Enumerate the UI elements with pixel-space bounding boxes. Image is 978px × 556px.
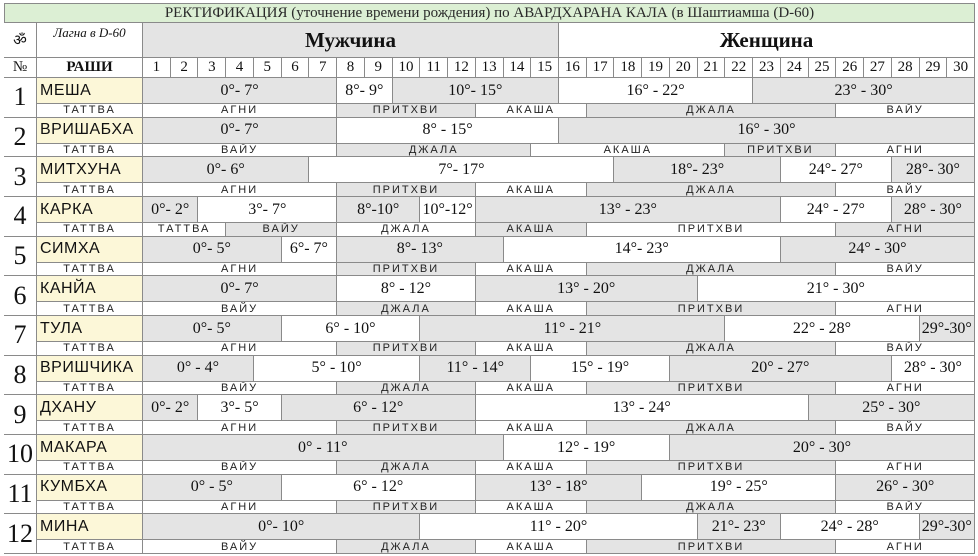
- tattva-label: ТАТТВА: [37, 461, 143, 475]
- tattva-cell: ПРИТХВИ: [337, 104, 476, 118]
- degree-range: 23° - 30°: [753, 78, 975, 104]
- tattva-label: ТАТТВА: [37, 183, 143, 197]
- tattva-cell: АКАША: [476, 461, 587, 475]
- tattva-cell: ВАЙУ: [143, 144, 337, 158]
- tattva-cell: ПРИТХВИ: [587, 302, 837, 316]
- tattva-cell: ТАТТВА: [143, 223, 226, 237]
- tattva-cell: ВАЙУ: [836, 342, 975, 356]
- row-number: 3: [4, 157, 37, 197]
- row-number: 8: [4, 356, 37, 396]
- rashi-name: ДХАНУ: [37, 395, 143, 421]
- degree-range: 29°-30°: [920, 316, 975, 342]
- tattva-cell: АГНИ: [143, 183, 337, 197]
- degree-range: 10°- 15°: [393, 78, 559, 104]
- degree-range: 3°- 5°: [198, 395, 281, 421]
- tattva-cell: АКАША: [476, 223, 587, 237]
- column-number: 10: [393, 58, 421, 78]
- tattva-cell: АКАША: [476, 501, 587, 515]
- tattva-cell: ВАЙУ: [836, 104, 975, 118]
- degree-range: 6° - 10°: [282, 316, 421, 342]
- tattva-cell: АКАША: [476, 382, 587, 396]
- row-number: 6: [4, 276, 37, 316]
- tattva-cell: ДЖАЛА: [337, 144, 531, 158]
- tattva-cell: АГНИ: [836, 540, 975, 554]
- tattva-cell: ПРИТХВИ: [587, 382, 837, 396]
- degree-range: 11° - 20°: [420, 514, 697, 540]
- degree-range: 16° - 22°: [559, 78, 753, 104]
- degree-range: 6° - 12°: [282, 395, 476, 421]
- tattva-cell: ВАЙУ: [836, 183, 975, 197]
- column-number: 17: [587, 58, 615, 78]
- degree-range: 13° - 20°: [476, 276, 698, 302]
- tattva-cell: ВАЙУ: [226, 223, 337, 237]
- tattva-cell: АГНИ: [836, 302, 975, 316]
- column-number: 25: [809, 58, 837, 78]
- rashi-name: ТУЛА: [37, 316, 143, 342]
- column-number: 2: [171, 58, 199, 78]
- table-title: РЕКТИФИКАЦИЯ (уточнение времени рождения) по АВАРДХАРАНА КАЛА (в Шаштиамша (D-60): [4, 3, 975, 23]
- om-symbol: ॐ: [4, 23, 37, 58]
- column-number: 15: [531, 58, 559, 78]
- degree-range: 8°- 13°: [337, 237, 503, 263]
- rashi-name: КАРКА: [37, 197, 143, 223]
- degree-range: 14°- 23°: [504, 237, 781, 263]
- degree-range: 22° - 28°: [725, 316, 919, 342]
- row-number: 1: [4, 78, 37, 118]
- column-number: 22: [725, 58, 753, 78]
- tattva-cell: ДЖАЛА: [337, 302, 476, 316]
- rashi-label: РАШИ: [37, 58, 143, 78]
- degree-range: 0° - 11°: [143, 435, 504, 461]
- row-number: 4: [4, 197, 37, 237]
- column-number: 11: [420, 58, 448, 78]
- degree-range: 0°- 6°: [143, 157, 309, 183]
- column-number: 16: [559, 58, 587, 78]
- rashi-name: МИНА: [37, 514, 143, 540]
- degree-range: 0°- 7°: [143, 276, 337, 302]
- degree-range: 12° - 19°: [504, 435, 670, 461]
- degree-range: 7°- 17°: [309, 157, 614, 183]
- column-number: 24: [781, 58, 809, 78]
- degree-range: 8°- 9°: [337, 78, 392, 104]
- tattva-cell: АКАША: [476, 302, 587, 316]
- tattva-cell: ДЖАЛА: [587, 104, 837, 118]
- row-number: 7: [4, 316, 37, 356]
- tattva-cell: ВАЙУ: [143, 302, 337, 316]
- column-number: 30: [947, 58, 975, 78]
- degree-range: 11° - 21°: [420, 316, 725, 342]
- tattva-cell: ВАЙУ: [143, 540, 337, 554]
- tattva-cell: ПРИТХВИ: [337, 183, 476, 197]
- tattva-cell: АГНИ: [143, 421, 337, 435]
- degree-range: 3°- 7°: [198, 197, 337, 223]
- tattva-cell: ПРИТХВИ: [587, 461, 837, 475]
- tattva-cell: ДЖАЛА: [337, 461, 476, 475]
- degree-range: 0° - 4°: [143, 356, 254, 382]
- degree-range: 8°-10°: [337, 197, 420, 223]
- number-label: №: [4, 58, 37, 78]
- rashi-name: ВРИШЧИКА: [37, 356, 143, 382]
- tattva-cell: ДЖАЛА: [337, 540, 476, 554]
- degree-range: 8° - 15°: [337, 118, 559, 144]
- degree-range: 6°- 7°: [282, 237, 337, 263]
- rashi-name: ВРИШАБХА: [37, 118, 143, 144]
- degree-range: 19° - 25°: [642, 475, 836, 501]
- tattva-cell: АКАША: [476, 263, 587, 277]
- tattva-cell: ДЖАЛА: [587, 263, 837, 277]
- degree-range: 0°- 5°: [143, 316, 282, 342]
- tattva-cell: АГНИ: [836, 144, 975, 158]
- degree-range: 28° - 30°: [892, 356, 975, 382]
- tattva-cell: ДЖАЛА: [587, 342, 837, 356]
- degree-range: 5° - 10°: [254, 356, 420, 382]
- column-number: 26: [836, 58, 864, 78]
- degree-range: 0°- 2°: [143, 395, 198, 421]
- column-number: 8: [337, 58, 365, 78]
- tattva-cell: ДЖАЛА: [587, 421, 837, 435]
- degree-range: 21° - 30°: [698, 276, 975, 302]
- row-number: 9: [4, 395, 37, 435]
- column-number: 18: [614, 58, 642, 78]
- column-number: 23: [753, 58, 781, 78]
- rashi-name: МИТХУНА: [37, 157, 143, 183]
- male-header: Мужчина: [143, 23, 559, 58]
- column-number: 19: [642, 58, 670, 78]
- tattva-cell: ДЖАЛА: [587, 183, 837, 197]
- degree-range: 16° - 30°: [559, 118, 975, 144]
- degree-range: 24° - 30°: [781, 237, 975, 263]
- tattva-cell: ПРИТХВИ: [587, 223, 837, 237]
- tattva-cell: АГНИ: [143, 501, 337, 515]
- tattva-cell: АКАША: [476, 104, 587, 118]
- tattva-cell: ДЖАЛА: [587, 501, 837, 515]
- tattva-cell: АГНИ: [836, 461, 975, 475]
- tattva-cell: ВАЙУ: [143, 461, 337, 475]
- row-number: 5: [4, 237, 37, 277]
- degree-range: 0°- 5°: [143, 237, 282, 263]
- degree-range: 13° - 23°: [476, 197, 781, 223]
- tattva-cell: АГНИ: [143, 104, 337, 118]
- tattva-cell: АКАША: [476, 540, 587, 554]
- tattva-cell: АГНИ: [143, 263, 337, 277]
- degree-range: 0° - 5°: [143, 475, 282, 501]
- column-number: 1: [143, 58, 171, 78]
- column-number: 9: [365, 58, 393, 78]
- lagna-label: Лагна в D-60: [37, 23, 143, 58]
- degree-range: 0°- 2°: [143, 197, 198, 223]
- female-header: Женщина: [559, 23, 975, 58]
- tattva-cell: ВАЙУ: [836, 263, 975, 277]
- degree-range: 29°-30°: [920, 514, 975, 540]
- column-number: 29: [920, 58, 948, 78]
- column-number: 27: [864, 58, 892, 78]
- column-number: 21: [698, 58, 726, 78]
- rashi-name: МЕША: [37, 78, 143, 104]
- column-number: 6: [282, 58, 310, 78]
- degree-range: 11° - 14°: [420, 356, 531, 382]
- degree-range: 21°- 23°: [698, 514, 781, 540]
- tattva-cell: АКАША: [476, 183, 587, 197]
- tattva-cell: ВАЙУ: [836, 501, 975, 515]
- column-number: 28: [892, 58, 920, 78]
- tattva-cell: АГНИ: [836, 382, 975, 396]
- column-number: 14: [504, 58, 532, 78]
- tattva-label: ТАТТВА: [37, 501, 143, 515]
- tattva-cell: ПРИТХВИ: [337, 342, 476, 356]
- row-number: 10: [4, 435, 37, 475]
- degree-range: 13° - 18°: [476, 475, 642, 501]
- tattva-label: ТАТТВА: [37, 223, 143, 237]
- tattva-cell: ВАЙУ: [836, 421, 975, 435]
- degree-range: 24°- 27°: [781, 157, 892, 183]
- tattva-label: ТАТТВА: [37, 342, 143, 356]
- tattva-label: ТАТТВА: [37, 421, 143, 435]
- column-number: 7: [309, 58, 337, 78]
- tattva-cell: ПРИТХВИ: [337, 501, 476, 515]
- degree-range: 26° - 30°: [836, 475, 975, 501]
- column-number: 5: [254, 58, 282, 78]
- row-number: 11: [4, 475, 37, 515]
- tattva-cell: АГНИ: [836, 223, 975, 237]
- degree-range: 28° - 30°: [892, 197, 975, 223]
- degree-range: 0°- 10°: [143, 514, 420, 540]
- tattva-label: ТАТТВА: [37, 302, 143, 316]
- degree-range: 25° - 30°: [809, 395, 975, 421]
- column-number: 4: [226, 58, 254, 78]
- tattva-cell: АКАША: [531, 144, 725, 158]
- tattva-cell: ДЖАЛА: [337, 223, 476, 237]
- tattva-cell: АКАША: [476, 421, 587, 435]
- row-number: 2: [4, 118, 37, 158]
- tattva-label: ТАТТВА: [37, 540, 143, 554]
- column-number: 3: [198, 58, 226, 78]
- degree-range: 18°- 23°: [614, 157, 780, 183]
- column-number: 12: [448, 58, 476, 78]
- tattva-cell: ПРИТХВИ: [337, 421, 476, 435]
- row-number: 12: [4, 514, 37, 554]
- degree-range: 6° - 12°: [282, 475, 476, 501]
- tattva-cell: ПРИТХВИ: [725, 144, 836, 158]
- degree-range: 28°- 30°: [892, 157, 975, 183]
- degree-range: 13° - 24°: [476, 395, 809, 421]
- rashi-name: КАНЙА: [37, 276, 143, 302]
- tattva-cell: ВАЙУ: [143, 382, 337, 396]
- degree-range: 0°- 7°: [143, 118, 337, 144]
- tattva-label: ТАТТВА: [37, 104, 143, 118]
- degree-range: 10°-12°: [420, 197, 475, 223]
- tattva-label: ТАТТВА: [37, 263, 143, 277]
- degree-range: 24° - 28°: [781, 514, 920, 540]
- degree-range: 24° - 27°: [781, 197, 892, 223]
- tattva-cell: ДЖАЛА: [337, 382, 476, 396]
- degree-range: 15° - 19°: [531, 356, 670, 382]
- tattva-label: ТАТТВА: [37, 382, 143, 396]
- rashi-name: МАКАРА: [37, 435, 143, 461]
- tattva-cell: АГНИ: [143, 342, 337, 356]
- degree-range: 8° - 12°: [337, 276, 476, 302]
- degree-range: 20° - 30°: [670, 435, 975, 461]
- rashi-name: КУМБХА: [37, 475, 143, 501]
- degree-range: 20° - 27°: [670, 356, 892, 382]
- tattva-cell: АКАША: [476, 342, 587, 356]
- rashi-name: СИМХА: [37, 237, 143, 263]
- tattva-cell: ПРИТХВИ: [337, 263, 476, 277]
- degree-range: 0°- 7°: [143, 78, 337, 104]
- tattva-cell: ПРИТХВИ: [587, 540, 837, 554]
- column-number: 13: [476, 58, 504, 78]
- tattva-label: ТАТТВА: [37, 144, 143, 158]
- column-number: 20: [670, 58, 698, 78]
